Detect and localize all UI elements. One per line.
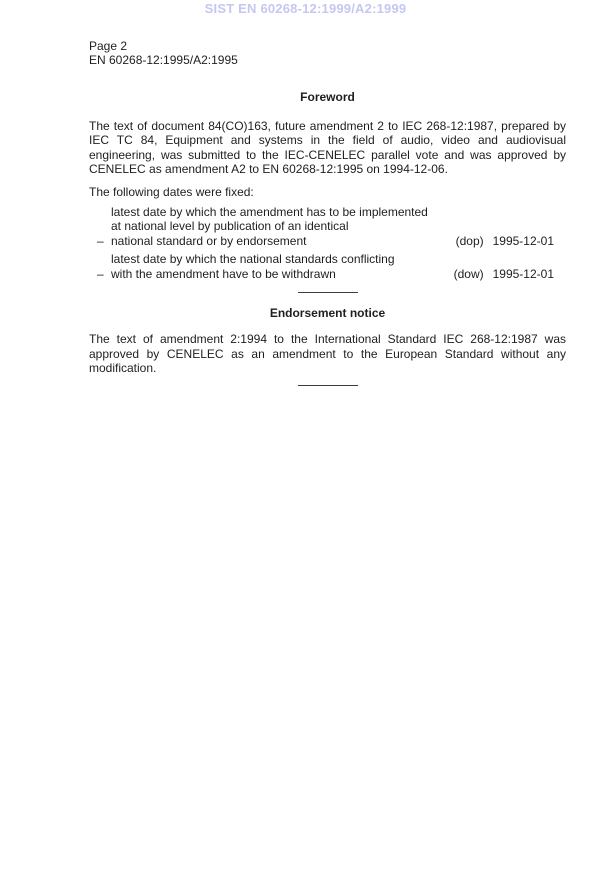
fixed-date-value-group (456, 234, 554, 249)
fixed-date-text (111, 205, 428, 249)
watermark: SIST EN 60268-12:1999/A2:1999 (204, 1, 407, 16)
dates-intro: The following dates were fixed: (89, 184, 254, 199)
fixed-date-item-dow (89, 252, 566, 281)
page-content (89, 90, 566, 386)
foreword-title: Foreword (300, 90, 355, 104)
section-divider (298, 385, 358, 386)
endorsement-paragraph: The text of amendment 2:1994 to the International Standard IEC 268-12:1987 was approved by CENELEC as an amendment to the European Standard without any modification. (89, 332, 566, 376)
fixed-date-line: with the amendment have to be withdrawn (111, 266, 336, 281)
fixed-date-line: at national level by publication of an identical (111, 219, 349, 234)
fixed-date-line: national standard or by endorsement (111, 233, 307, 248)
endorsement-title: Endorsement notice (269, 305, 386, 320)
date-code: (dop) (455, 233, 484, 248)
fixed-date-value-group (454, 267, 554, 282)
date-value: 1995-12-01 (492, 266, 554, 281)
foreword-paragraph: The text of document 84(CO)163, future amendment 2 to IEC 268-12:1987, prepared by IEC TC 84, Equipment and systems in the field of audio, video and audiovisual engineering, was submitted to the IEC-CENELEC parallel vote and was approved by CENELEC as amendment A2 to EN 60268-12:1995 on 1994-12-06. (89, 118, 566, 177)
list-dash: – (97, 266, 104, 281)
document-reference: EN 60268-12:1995/A2:1995 (89, 53, 238, 67)
page-number: Page 2 (89, 39, 128, 53)
list-dash: – (97, 233, 104, 248)
fixed-date-line: latest date by which the amendment has to be implemented (111, 204, 428, 219)
page-identification (89, 39, 238, 67)
date-code: (dow) (453, 266, 484, 281)
section-divider (298, 292, 358, 293)
date-value: 1995-12-01 (492, 233, 554, 248)
fixed-date-item-dop (89, 205, 566, 249)
fixed-date-line: latest date by which the national standards conflicting (111, 252, 395, 267)
fixed-date-text (111, 252, 395, 281)
